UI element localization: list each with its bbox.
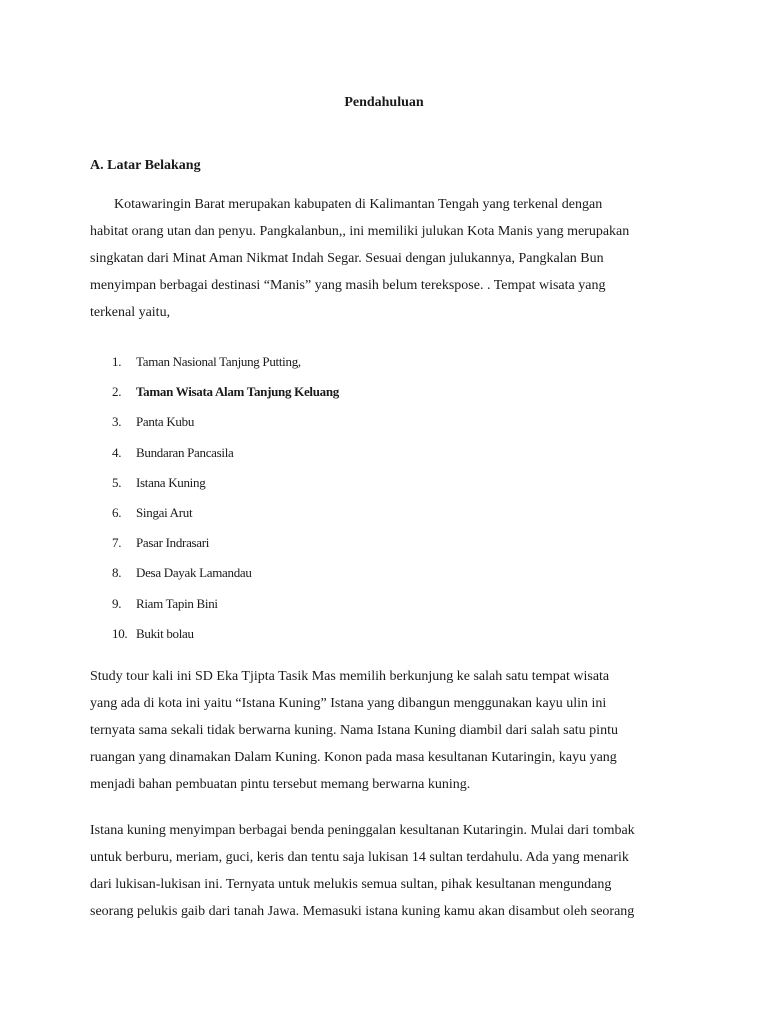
list-item-number: 4. <box>112 444 122 460</box>
paragraph-line: dari lukisan-lukisan ini. Ternyata untuk melukis semua sultan, pihak kesultanan mengundang <box>90 877 612 892</box>
paragraph-line: Istana kuning menyimpan berbagai benda peninggalan kesultanan Kutaringin. Mulai dari tombak <box>90 823 635 838</box>
list-item-number: 10. <box>112 625 128 641</box>
list-item-text: Bukit bolau <box>136 625 194 641</box>
list-item <box>112 589 339 619</box>
list-item-text: Riam Tapin Bini <box>136 595 218 611</box>
paragraph-intro <box>90 191 690 326</box>
list-item <box>112 407 339 437</box>
paragraph-study-tour <box>90 663 690 798</box>
list-item-number: 5. <box>112 474 122 490</box>
paragraph-line: untuk berburu, meriam, guci, keris dan tentu saja lukisan 14 sultan terdahulu. Ada yang menarik <box>90 850 629 865</box>
list-item-number: 8. <box>112 565 122 581</box>
list-item <box>112 498 339 528</box>
list-item <box>112 438 339 468</box>
list-item <box>112 468 339 498</box>
list-item-text: Istana Kuning <box>136 474 206 490</box>
list-item-text: Bundaran Pancasila <box>136 444 234 460</box>
list-item-number: 1. <box>112 354 122 369</box>
page-title: Pendahuluan <box>344 95 424 110</box>
paragraph-line: menyimpan berbagai destinasi “Manis” yang masih belum terekspose. . Tempat wisata yang <box>90 278 606 293</box>
list-item-text: Taman Wisata Alam Tanjung Keluang <box>136 384 339 400</box>
list-item-text: Panta Kubu <box>136 414 195 430</box>
list-item-text: Pasar Indrasari <box>136 535 210 551</box>
paragraph-line: Study tour kali ini SD Eka Tjipta Tasik Mas memilih berkunjung ke salah satu tempat wisata <box>90 669 610 684</box>
list-item <box>112 528 339 558</box>
paragraph-line: ternyata sama sekali tidak berwarna kuning. Nama Istana Kuning diambil dari salah satu pintu <box>90 723 618 738</box>
list-item-number: 2. <box>112 384 122 400</box>
paragraph-istana-kuning <box>90 817 690 925</box>
list-item-number: 9. <box>112 595 122 611</box>
list-item <box>112 558 339 588</box>
paragraph-line: terkenal yaitu, <box>90 305 171 320</box>
list-item <box>112 619 339 649</box>
list-item-number: 6. <box>112 505 122 521</box>
destination-list <box>112 347 339 649</box>
paragraph-line: seorang pelukis gaib dari tanah Jawa. Memasuki istana kuning kamu akan disambut oleh seorang <box>90 904 635 919</box>
list-item <box>112 377 339 407</box>
list-item-text: Singai Arut <box>136 505 193 521</box>
paragraph-line: yang ada di kota ini yaitu “Istana Kuning” Istana yang dibangun menggunakan kayu ulin ini <box>90 696 607 711</box>
list-item-text: Taman Nasional Tanjung Putting, <box>136 354 301 369</box>
list-item-number: 3. <box>112 414 122 430</box>
paragraph-line: habitat orang utan dan penyu. Pangkalanbun,, ini memiliki julukan Kota Manis yang merupakan <box>90 224 630 239</box>
paragraph-line: menjadi bahan pembuatan pintu tersebut memang berwarna kuning. <box>90 777 471 792</box>
list-item <box>112 347 339 377</box>
paragraph-line: singkatan dari Minat Aman Nikmat Indah Segar. Sesuai dengan julukannya, Pangkalan Bun <box>90 251 604 266</box>
section-heading: A. Latar Belakang <box>90 158 201 173</box>
list-item-text: Desa Dayak Lamandau <box>136 565 252 581</box>
paragraph-line: Kotawaringin Barat merupakan kabupaten di Kalimantan Tengah yang terkenal dengan <box>114 197 603 212</box>
list-item-number: 7. <box>112 535 122 551</box>
paragraph-line: ruangan yang dinamakan Dalam Kuning. Konon pada masa kesultanan Kutaringin, kayu yang <box>90 750 617 765</box>
